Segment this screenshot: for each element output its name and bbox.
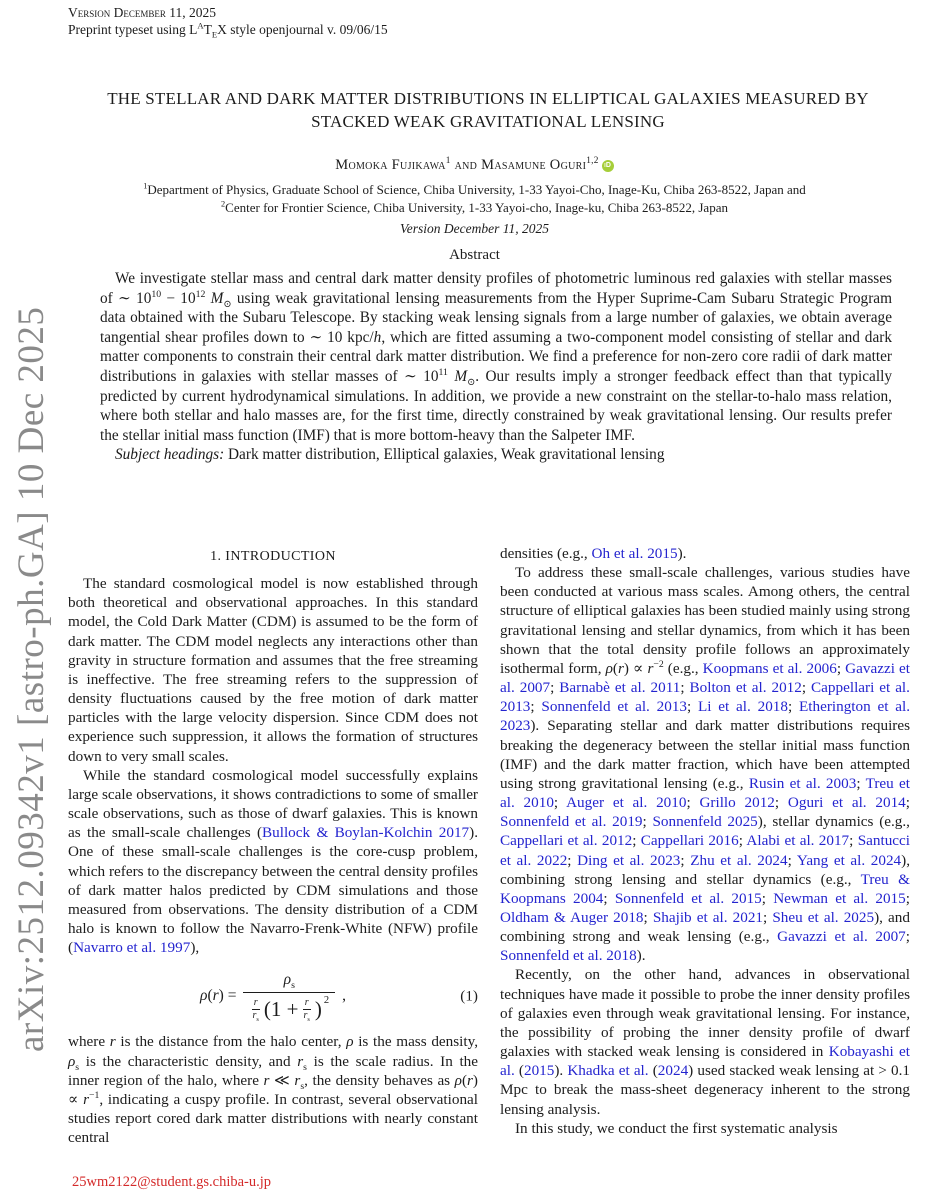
citation-link[interactable]: Khadka et al. xyxy=(567,1062,649,1080)
citation-link[interactable]: Ding et al. 2023 xyxy=(577,851,681,869)
affiliation-1: $^1$Department of Physics, Graduate School of Science, Chiba University, 1-33 Yayoi-Cho, Inage-Ku, Chiba 263-8522, Japan and xyxy=(143,181,806,197)
citation-link[interactable]: Oldham & Auger 2018 xyxy=(500,908,644,926)
citation-link[interactable]: Koopmans et al. 2006 xyxy=(702,659,837,677)
citation-link[interactable]: Cappellari et al. 2013 xyxy=(500,679,910,716)
intro-paragraph-4: densities (e.g., Oh et al. 2015). xyxy=(500,545,687,562)
citation-link[interactable]: Sonnenfeld et al. 2013 xyxy=(541,698,688,716)
intro-paragraph-3: where r is the distance from the halo center, ρ is the mass density, $\rho_s$ is the characteristic density, and $r_s$ is the scale radius. In the inner region of the halo, where r ≪ $r_s$, the density behaves as $\rho(r) \propto r^{-1}$, indicating a cuspy profile. In contrast, several observational studies report cored dark matter distributions with nearly constant central xyxy=(68,1033,479,1147)
small-fraction-2: $\frac{r}{r_s}$ xyxy=(303,997,310,1023)
citation-link[interactable]: Gavazzi et al. 2007 xyxy=(777,928,906,946)
intro-paragraph-6: Recently, on the other hand, advances in observational techniques have made it possible to probe the inner density profiles of galaxies even through weak gravitational lensing. For instance, the possibility of probing the inner density profile of dwarf galaxies with stacked weak lensing is considered in Kobayashi et al. (2015). Khadka et al. (2024) used stacked weak lensing at > 0.1 Mpc to break the mass-sheet degeneracy inherent to the strong lensing analysis. xyxy=(500,966,910,1118)
citation-link[interactable]: Sonnenfeld 2025 xyxy=(652,813,758,831)
intro-paragraph-1: The standard cosmological model is now established through both theoretical and observational approaches. In this standard model, the Cold Dark Matter (CDM) is assumed to be the form of dark matter. The CDM model neglects any interactions other than gravity in structure formation and assumes that the free streaming is ineffective. The free streaming refers to the suppression of density fluctuations caused by the free motion of dark matter particles with the large velocity dispersion. Since CDM does not experience such suppression, it allows the formation of structures down to very small scales. xyxy=(68,575,478,765)
arxiv-watermark: arXiv:2512.09342v1 [astro-ph.GA] 10 Dec 2025 xyxy=(11,306,52,1052)
paper-title: THE STELLAR AND DARK MATTER DISTRIBUTIONS IN ELLIPTICAL GALAXIES MEASURED BY STACKED WEAK GRAVITATIONAL LENSING xyxy=(107,89,869,131)
author-names-text: Momoka Fujikawa$^1$ and Masamune Oguri$^{1,2}$ xyxy=(335,156,599,173)
citation-link[interactable]: Sheu et al. 2025 xyxy=(772,908,875,926)
intro-paragraph-5: To address these small-scale challenges, various studies have been conducted at various mass scales. Among others, the central structure of elliptical galaxies has been studied mainly using strong gravitational lensing and stellar dynamics, from which it has been shown that the total density profile follows an approximately isothermal form, $\rho(r) \propto r^{-2}$ (e.g., Koopmans et al. 2006; Gavazzi et al. 2007; Barnabè et al. 2011; Bolton et al. 2012; Cappellari et al. 2013; Sonnenfeld et al. 2013; Li et al. 2018; Etherington et al. 2023). Separating stellar and dark matter distributions requires breaking the degeneracy between the stellar initial mass function (IMF) and the dark matter fraction, which have been attempted using strong gravitational lensing (e.g., Rusin et al. 2003; Treu et al. 2010; Auger et al. 2010; Grillo 2012; Oguri et al. 2014; Sonnenfeld et al. 2019; Sonnenfeld 2025), stellar dynamics (e.g., Cappellari et al. 2012; Cappellari 2016; Alabi et al. 2017; Santucci et al. 2022; Ding et al. 2023; Zhu et al. 2024; Yang et al. 2024), combining strong lensing and stellar dynamics (e.g., Treu & Koopmans 2004; Sonnenfeld et al. 2015; Newman et al. 2015; Oldham & Auger 2018; Shajib et al. 2021; Sheu et al. 2025), and combining strong and weak lensing (e.g., Gavazzi et al. 2007; Sonnenfeld et al. 2018). xyxy=(500,564,911,965)
section-heading-introduction: 1. INTRODUCTION xyxy=(210,549,336,564)
equation-body xyxy=(200,970,346,1021)
version-date-line: Version December 11, 2025 xyxy=(68,5,217,20)
citation-link[interactable]: Gavazzi et al. 2007 xyxy=(500,659,910,697)
citation-link[interactable]: Auger et al. 2010 xyxy=(566,794,687,812)
citation-link[interactable]: Rusin et al. 2003 xyxy=(748,774,857,792)
abstract-block xyxy=(100,269,892,465)
abstract-text: We investigate stellar mass and central dark matter density profiles of photometric luminous red galaxies with stellar masses of ∼ $10^{10} - 10^{12}$ $M_⊙$ using weak gravitational lensing measurements from the Hyper Suprime-Cam Subaru Strategic Program data obtained with the Subaru Telescope. By stacking weak lensing signals from a large number of galaxies, we obtain average tangential shear profiles down to ∼ 10 kpc/h, which are fitted assuming a two-component model consisting of stellar and dark matter components to constrain their central dark matter distribution. We find a preference for non-zero core radii of dark matter distributions in galaxies with stellar masses of ∼ $10^{11}$ $M_⊙$. Our results imply a stronger feedback effect than that typically predicted by current hydrodynamical simulations. In addition, we provide a new constraint on the stellar-to-halo mass relation, where both stellar and halo masses are, for the first time, directly constrained by weak gravitational lensing. Our results prefer the stellar initial mass function (IMF) that is more bottom-heavy than the Salpeter IMF. xyxy=(100,270,892,444)
citation-link[interactable]: Oguri et al. 2014 xyxy=(787,794,906,812)
denominator-exponent: 2 xyxy=(323,994,330,1006)
intro-paragraph-7: In this study, we conduct the first systematic analysis xyxy=(515,1119,838,1137)
affiliation-2: $^2$Center for Frontier Science, Chiba University, 1-33 Yayoi-cho, Inage-ku, Chiba 263-8522, Japan xyxy=(221,199,728,215)
citation-link[interactable]: Treu & Koopmans 2004 xyxy=(500,870,910,907)
citation-link[interactable]: Santucci et al. 2022 xyxy=(500,832,910,869)
equation-denominator xyxy=(243,992,335,1021)
citation-link[interactable]: 2024 xyxy=(657,1062,689,1080)
citation-link[interactable]: Etherington et al. 2023 xyxy=(500,698,910,735)
version-line: Version December 11, 2025 xyxy=(400,221,549,236)
orcid-icon[interactable]: iD xyxy=(602,160,614,172)
citation-link[interactable]: Sonnenfeld et al. 2015 xyxy=(614,889,762,907)
citation-link[interactable]: Cappellari 2016 xyxy=(640,832,739,850)
nfw-equation xyxy=(68,970,478,1021)
subject-headings: Subject headings: Dark matter distribution, Elliptical galaxies, Weak gravitational lensing xyxy=(115,446,665,464)
affiliations xyxy=(0,181,949,238)
page-header xyxy=(68,4,388,38)
citation-link[interactable]: Bolton et al. 2012 xyxy=(689,679,802,697)
two-column-body xyxy=(68,544,910,1147)
citation-link[interactable]: Cappellari et al. 2012 xyxy=(500,832,633,850)
citation-link[interactable]: Bullock & Boylan-Kolchin 2017 xyxy=(262,824,470,842)
right-column xyxy=(500,544,910,1147)
equation-comma: , xyxy=(342,987,346,1005)
citation-link[interactable]: Newman et al. 2015 xyxy=(773,889,906,907)
citation-link[interactable]: Yang et al. 2024 xyxy=(796,851,902,869)
citation-link[interactable]: Barnabè et al. 2011 xyxy=(559,679,681,697)
equation-numerator: $\rho_s$ xyxy=(283,971,295,992)
left-column xyxy=(68,544,478,1147)
citation-link[interactable]: 2015 xyxy=(523,1062,555,1080)
equation-number: (1) xyxy=(460,987,478,1005)
citation-link[interactable]: Sonnenfeld et al. 2019 xyxy=(500,813,643,831)
intro-paragraph-2: While the standard cosmological model successfully explains large scale observations, it shows contradictions to some of smaller scale observations, such as those of dwarf galaxies. This is known as the small-scale challenges (Bullock & Boylan-Kolchin 2017). One of these small-scale challenges is the core-cusp problem, which refers to the discrepancy between the central density profiles of dark matter halos predicted by CDM simulations and those measured from observations. The density distribution of a CDM halo is known to follow the Navarro-Frenk-White (NFW) profile (Navarro et al. 1997), xyxy=(68,766,479,957)
denominator-open: (1 + xyxy=(263,996,299,1021)
citation-link[interactable]: Alabi et al. 2017 xyxy=(746,832,850,850)
equation-lhs: ρ(r) = xyxy=(200,987,237,1005)
citation-link[interactable]: Shajib et al. 2021 xyxy=(652,908,764,926)
small-fraction-1: r $r_s$ xyxy=(252,997,259,1023)
footnote-email[interactable]: 25wm2122@student.gs.chiba-u.jp xyxy=(72,1174,272,1190)
citation-link[interactable]: Li et al. 2018 xyxy=(698,698,788,716)
citation-link[interactable]: Grillo 2012 xyxy=(699,794,775,812)
denominator-close: ) xyxy=(314,996,322,1021)
citation-link[interactable]: Navarro et al. 1997 xyxy=(73,939,191,957)
citation-link[interactable]: Treu et al. 2010 xyxy=(500,774,910,812)
citation-link[interactable]: Zhu et al. 2024 xyxy=(690,851,788,869)
equation-fraction xyxy=(243,970,335,1021)
citation-link[interactable]: Oh et al. 2015 xyxy=(591,545,678,562)
abstract-heading: Abstract xyxy=(449,247,500,263)
citation-link[interactable]: Sonnenfeld et al. 2018 xyxy=(500,947,637,965)
author-names xyxy=(0,157,949,174)
citation-link[interactable]: Kobayashi et al. xyxy=(500,1043,910,1080)
preprint-style-line: Preprint typeset using $L^AT_EX$ style openjournal v. 09/06/15 xyxy=(68,20,388,40)
